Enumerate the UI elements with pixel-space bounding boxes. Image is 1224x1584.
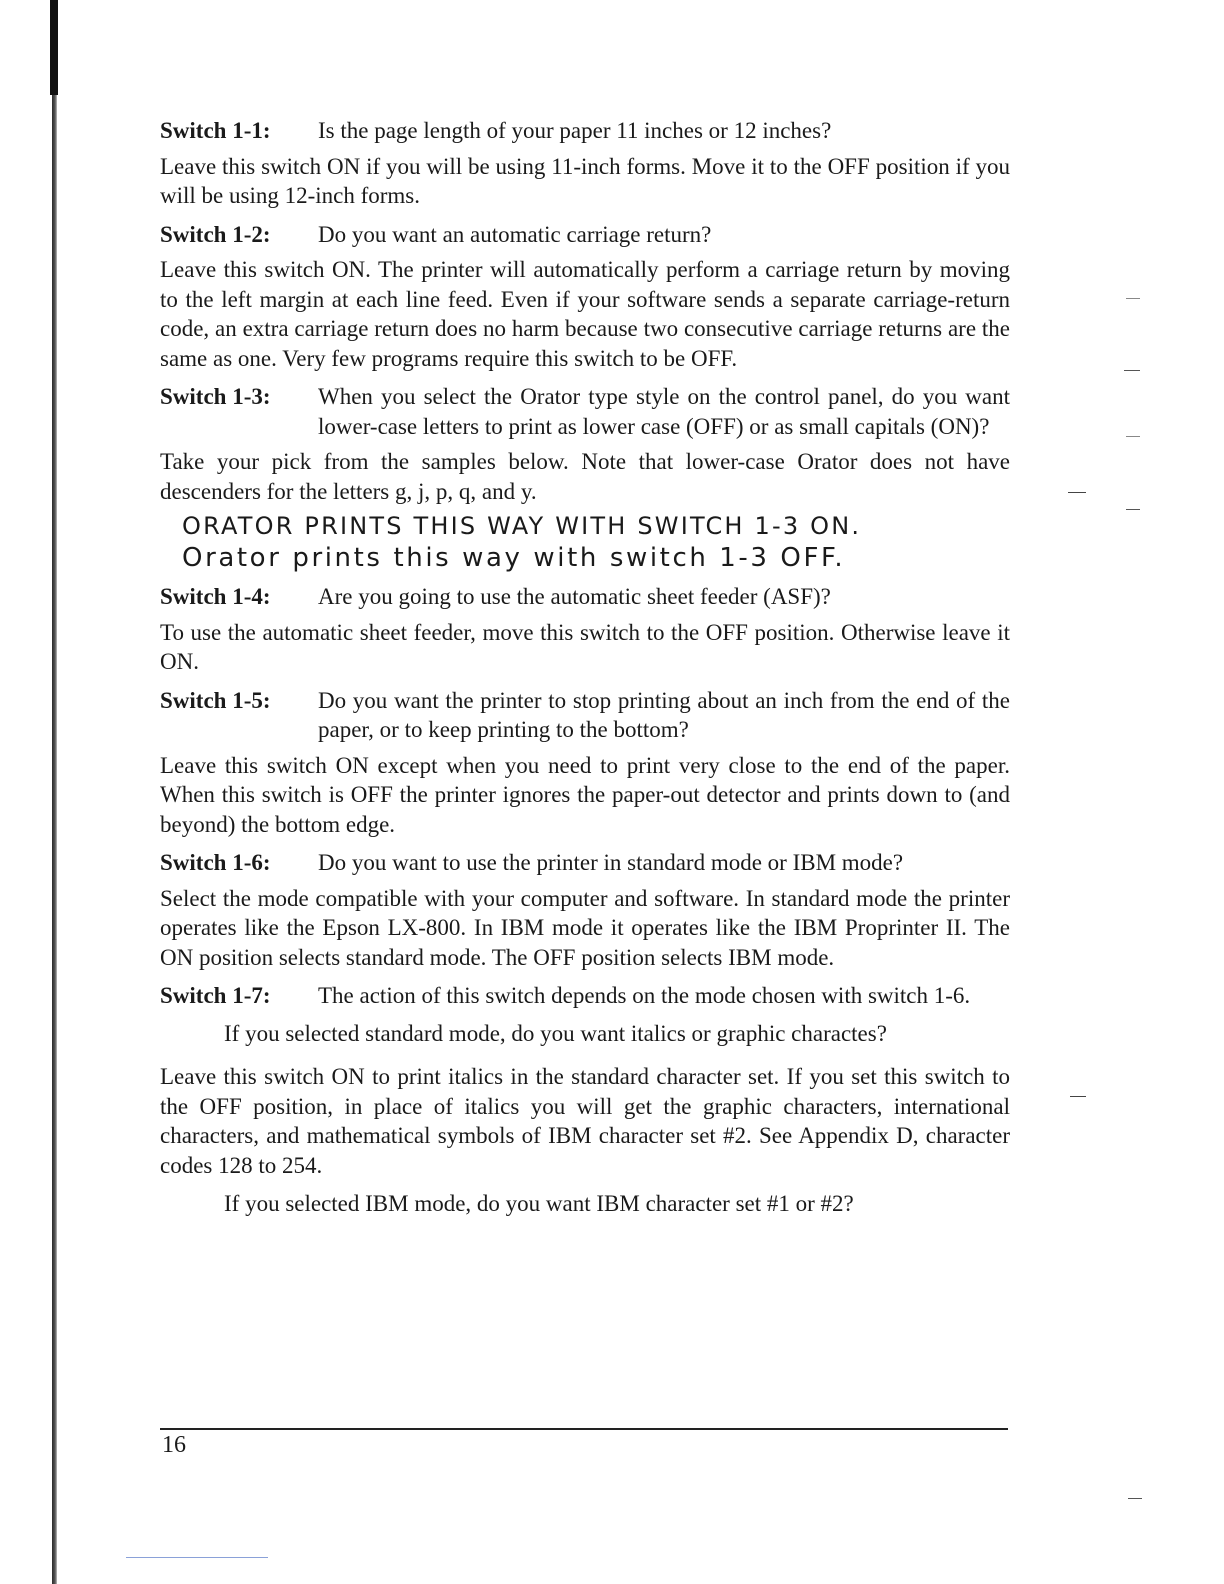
manual-page-content [160, 116, 1010, 1233]
orator-sample-lowercase: Orator prints this way with switch 1-3 OFF. [182, 543, 846, 573]
footer-rule [160, 1428, 1008, 1430]
page-binding-edge [52, 0, 57, 1584]
scan-speck [1126, 298, 1140, 299]
switch-question: Is the page length of your paper 11 inches or 12 inches? [318, 118, 832, 143]
switch-question: Are you going to use the automatic sheet feeder (ASF)? [318, 584, 831, 609]
switch-1-4-heading [160, 582, 1010, 612]
switch-1-1-heading [160, 116, 1010, 146]
switch-1-2-explanation: Leave this switch ON. The printer will automatically perform a carriage return by moving to the left margin at each line feed. Even if your software sends a separate carriage-return code, an extra carriage return does no harm because two consecutive carriage returns are the same as one. Very few programs require this switch to be OFF. [160, 257, 1010, 371]
switch-label: Switch 1-6: [160, 850, 271, 875]
switch-1-3-heading [160, 382, 1010, 441]
switch-1-1-explanation: Leave this switch ON if you will be using 11-inch forms. Move it to the OFF position if you will be using 12-inch forms. [160, 153, 1010, 208]
orator-sample-uppercase: ORATOR PRINTS THIS WAY WITH SWITCH 1-3 ON. [182, 512, 862, 540]
switch-1-3-explanation: Take your pick from the samples below. Note that lower-case Orator does not have descenders for the letters g, j, p, q, and y. [160, 449, 1010, 504]
switch-1-4-explanation: To use the automatic sheet feeder, move this switch to the OFF position. Otherwise leave it ON. [160, 619, 1010, 674]
switch-label: Switch 1-1: [160, 118, 271, 143]
scan-speck [1068, 492, 1086, 493]
scan-speck [1070, 1096, 1086, 1097]
switch-question: Do you want to use the printer in standard mode or IBM mode? [318, 850, 904, 875]
page-number: 16 [162, 1432, 186, 1458]
switch-question: The action of this switch depends on the mode chosen with switch 1-6. [318, 983, 971, 1008]
switch-1-6-heading [160, 848, 1010, 878]
switch-1-7-standard-mode-question: If you selected standard mode, do you want italics or graphic charactes? [224, 1020, 887, 1046]
switch-question: Do you want an automatic carriage return? [318, 221, 712, 247]
scan-speck [1126, 436, 1140, 437]
switch-question: Do you want the printer to stop printing about an inch from the end of the paper, or to keep printing to the bottom? [318, 687, 1010, 742]
scan-speck [1128, 1498, 1142, 1499]
switch-question: When you select the Orator type style on the control panel, do you want lower-case letters to print as lower case (OFF) or as small capitals (ON)? [318, 384, 1010, 439]
scan-speck [1124, 370, 1140, 371]
switch-1-6-explanation: Select the mode compatible with your computer and software. In standard mode the printer operates like the Epson LX-800. In IBM mode it operates like the IBM Proprinter II. The ON position selects standard mode. The OFF position selects IBM mode. [160, 885, 1010, 970]
page-binding-mark [50, 0, 58, 95]
switch-1-7-explanation: Leave this switch ON to print italics in the standard character set. If you set this switch to the OFF position, in place of italics you will get the graphic characters, international characters, and mathematical symbols of IBM character set #2. See Appendix D, character codes 128 to 254. [160, 1064, 1010, 1178]
switch-1-7-ibm-mode-question: If you selected IBM mode, do you want IBM character set #1 or #2? [224, 1191, 854, 1216]
scan-edge-line [126, 1557, 268, 1558]
switch-1-7-heading [160, 981, 1010, 1011]
switch-label: Switch 1-3: [160, 384, 271, 409]
switch-1-2-heading [160, 220, 1010, 250]
switch-1-5-heading [160, 686, 1010, 745]
switch-label: Switch 1-2: [160, 221, 271, 247]
scan-speck [1126, 509, 1140, 510]
switch-label: Switch 1-5: [160, 687, 271, 713]
switch-1-5-explanation: Leave this switch ON except when you need to print very close to the end of the paper. When this switch is OFF the printer ignores the paper-out detector and prints down to (and beyond) the bottom edge. [160, 752, 1010, 837]
switch-label: Switch 1-4: [160, 584, 271, 609]
switch-label: Switch 1-7: [160, 983, 271, 1008]
